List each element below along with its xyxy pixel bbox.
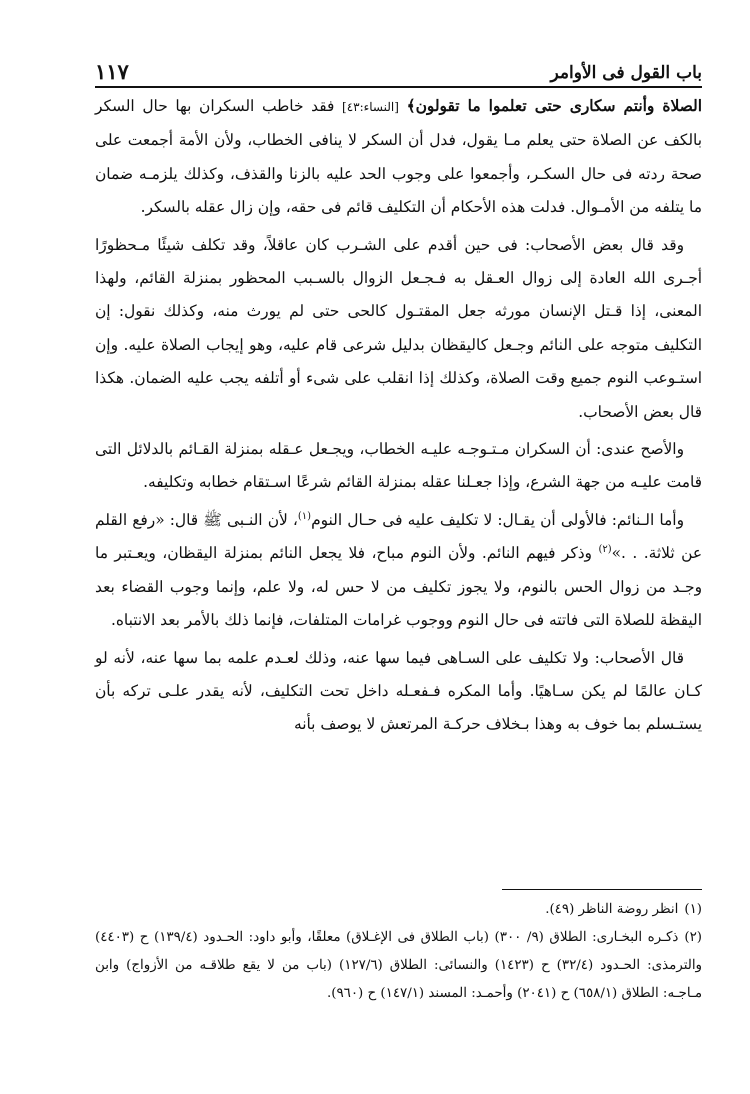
paragraph-2: وقد قال بعض الأصحاب: فى حين أقدم على الشـرب كان عاقلاً، وقد تكلف شيئًا مـحظورًا أجـرى الله العادة إلى زوال العـقل به فـجـعل الزوال بالسـبب المحظور بمنزلة القائم، ولهذا المعنى، إذا قـتل الإنسان مورثه جعل المقتـول كالحى حتى لم يورث منه، وكذلك نقول: إن التكليف متوجه على النائم وجـعل كاليقظان بدليل شرعى قام عليه، وهو إيجاب الصلاة عليه. وإن استـوعب النوم جميع وقت الصلاة، وكذلك إذا انقلب على شىء أو أتلفه يجب عليه الضمان. هكذا قال بعض الأصحاب. <box>95 235 702 421</box>
page-header <box>95 50 702 88</box>
footnote-1-number: (١) <box>684 902 702 917</box>
paragraph-3: والأصح عندى: أن السكران مـتـوجـه عليـه الخطاب، ويجـعل عـقله بمنزلة القـائم بالدلائل التى قامت عليـه من جهة الشرع، وإذا جعـلنا عقله بمنزلة القائم شرعًا اسـتقام خطابه وتكليفه. <box>95 440 702 492</box>
quran-quote: الصلاة وأنتم سكارى حتى تعلموا ما تقولون﴾ <box>406 97 702 115</box>
paragraph-4-text-b: ، لأن النـبى ﷺ قال: «رفع القلم عن ثلاثة. . .» <box>95 510 703 563</box>
footnote-divider <box>502 889 702 890</box>
footnote-2 <box>95 924 702 1008</box>
footnote-marker-1: (١) <box>297 510 312 522</box>
paragraph-1 <box>95 90 702 225</box>
footnote-2-number: (٢) <box>684 930 702 945</box>
quran-reference: [النساء:٤٣] <box>342 100 399 114</box>
running-title: باب القول فى الأوامر <box>550 63 702 83</box>
footnote-1 <box>95 896 702 924</box>
page-number: ١١٧ <box>95 59 129 84</box>
paragraph-4-text-c: وذكر فيهم النائم. ولأن النوم مباح، فلا يجعل النائم بمنزلة اليقظان، ويعـتبر ما وجـد من زوال الحس بالنوم، ولا يجوز تكليف من لا حس له، ولا علم، وإنما وجوب القضاء بعد اليقظة للصلاة التى فاتته فى حال النوم ووجوب غرامات المتلفات، فإنما ذلك بالأمر بعد الانتباه. <box>95 544 702 630</box>
main-text <box>95 90 702 742</box>
footnotes <box>95 896 702 1008</box>
paragraph-1-text: فقد خاطب السكران بها حال السكر بالكف عن الصلاة حتى يعلم مـا يقول، فدل أن السكر لا ينافى الخطاب، ولأن الأمة أجمعت على صحة ردته فى حال السكـر، وأجمعوا على وجوب الحد عليه بالزنا والقذف، وكذلك يلزمـه ضمان ما يتلفه من الأمـوال. فدلت هذه الأحكام أن التكليف قائم فى حقه، وإن زال عقله بالسكر. <box>95 97 702 217</box>
footnote-2-text: ذكـره البخـارى: الطلاق (٩/ ٣٠٠) (باب الطلاق فى الإغـلاق) معلقًا، وأبو داود: الحـدود (١٣٩/٤) ح (٤٤٠٣) والترمذى: الحـدود (٣٢/٤) ح (١٤٢٣) والنسائى: الطلاق (١٢٧/٦) (باب من لا يقع طلاقـه من الأزواج) وابن مـاجـه: الطلاق (٦٥٨/١) ح (٢٠٤١) وأحمـد: المسند (١٤٧/١) ح (٩٦٠). <box>95 930 703 1001</box>
paragraph-4 <box>95 504 702 638</box>
footnote-1-text: انظر روضة الناظر (٤٩). <box>545 902 679 917</box>
paragraph-5: قال الأصحاب: ولا تكليف على السـاهى فيما سها عنه، وذلك لعـدم علمه بما سها عنه، لأنه لو كـان عالمًا لم يكن سـاهيًا. وأما المكره فـفعـله داخل تحت التكليف، لأنه يقدر علـى تركه بأن يستـسلم بما خوف به وهذا بـخلاف حركـة المرتعش لا يوصف بأنه <box>95 648 702 734</box>
paragraph-4-text-a: وأما الـنائم: فالأولى أن يقـال: لا تكليف عليه فى حـال النوم <box>311 510 685 529</box>
footnote-marker-2: (٢) <box>598 544 612 556</box>
